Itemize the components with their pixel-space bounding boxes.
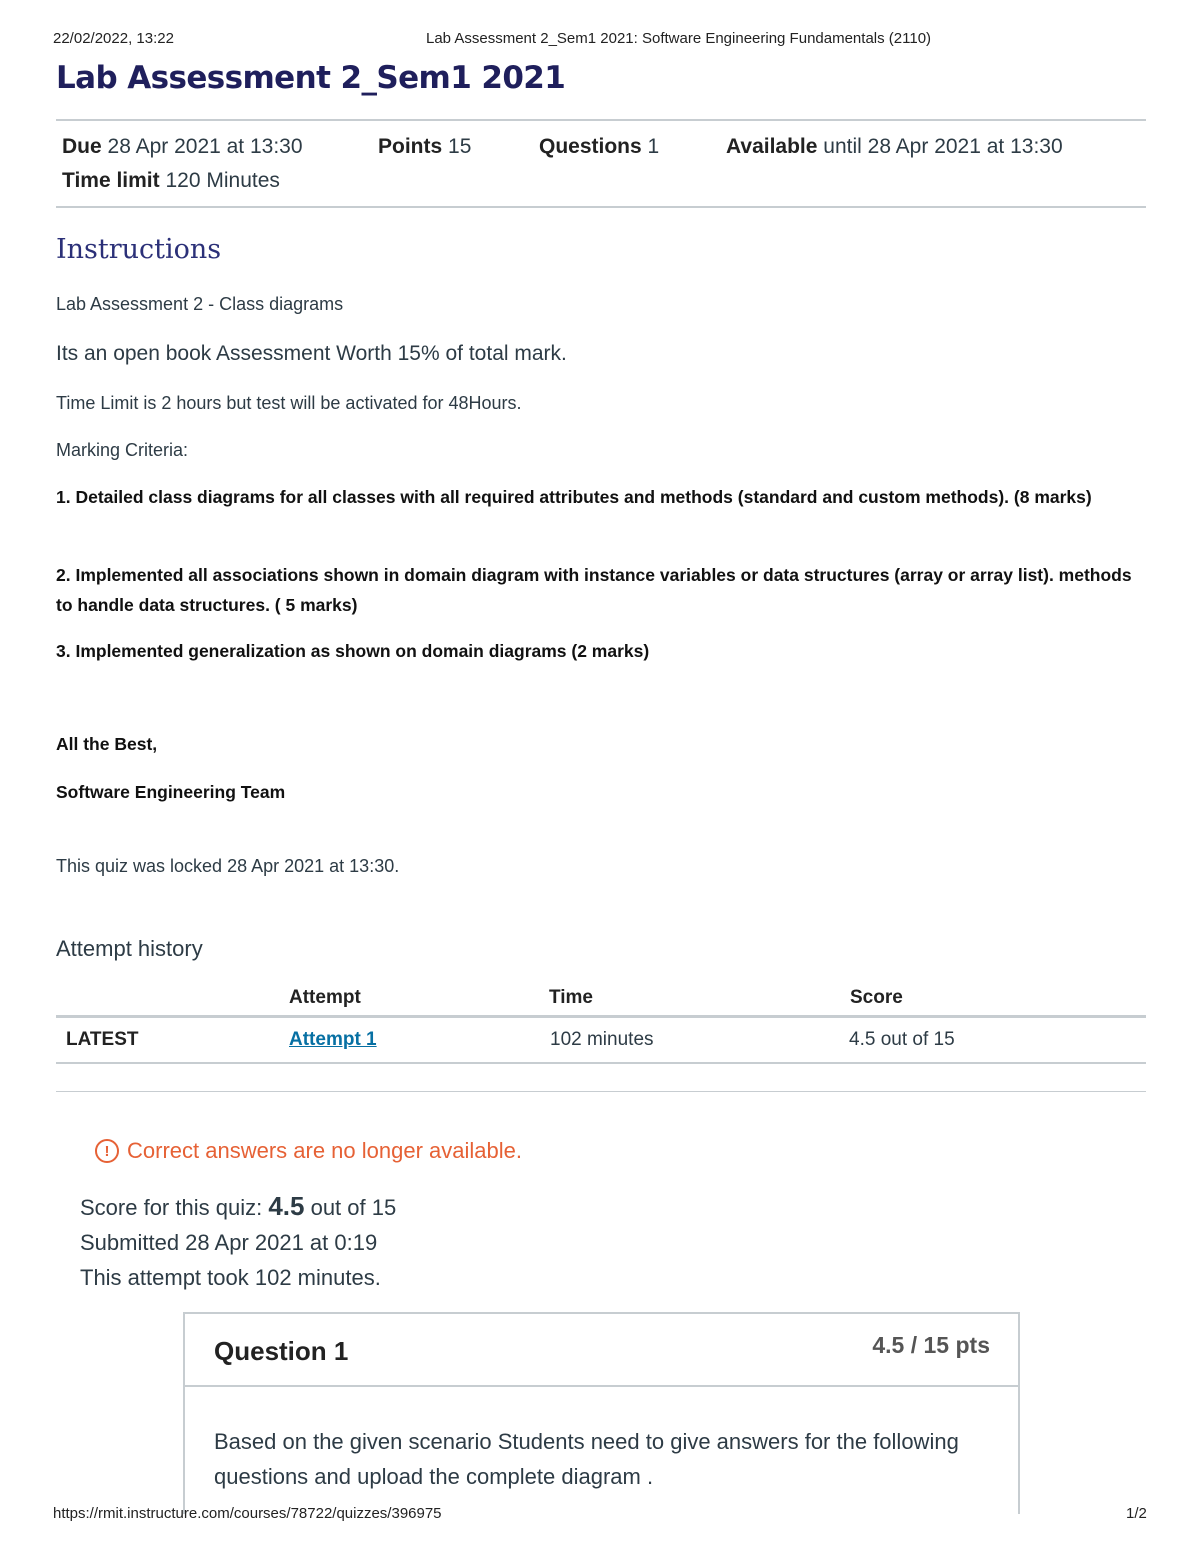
time-limit-label: Time limit [62,169,160,192]
print-datetime: 22/02/2022, 13:22 [53,30,174,47]
warning-icon: ! [95,1139,119,1163]
quiz-title: Lab Assessment 2_Sem1 2021 [56,60,566,96]
column-header-time: Time [549,987,594,1008]
column-header-score: Score [850,987,903,1008]
correct-answers-warning [95,1138,522,1164]
points-value: 15 [448,135,472,158]
table-header-divider [56,1015,1146,1018]
attempt-time: 102 minutes [550,1029,654,1050]
question-title: Question 1 [214,1336,349,1366]
divider [56,206,1146,208]
divider [56,119,1146,121]
instructions-line: Time Limit is 2 hours but test will be activated for 48Hours. [56,393,522,413]
quiz-points [378,135,471,159]
warning-text: Correct answers are no longer available. [127,1138,522,1163]
divider [56,1091,1146,1092]
question-header [185,1314,1018,1387]
submitted-time: Submitted 28 Apr 2021 at 0:19 [80,1230,378,1255]
attempt-history-heading: Attempt history [56,936,203,961]
score-prefix: Score for this quiz: [80,1195,269,1220]
quiz-score [80,1191,396,1222]
marking-criterion: 3. Implemented generalization as shown on domain diagrams (2 marks) [56,641,650,661]
instructions-line: Marking Criteria: [56,440,189,460]
time-limit-value: 120 Minutes [165,169,280,192]
question-text: Based on the given scenario Students need to give answers for the following questions and upload the complete diagram . [214,1429,959,1489]
instructions-heading: Instructions [56,234,222,265]
question-points: 4.5 / 15 pts [872,1332,990,1358]
questions-value: 1 [647,135,660,158]
attempt-link[interactable] [289,1029,377,1051]
quiz-due [62,135,303,159]
attempt-row-label: LATEST [66,1029,139,1050]
instructions-line: Lab Assessment 2 - Class diagrams [56,294,344,314]
lock-notice: This quiz was locked 28 Apr 2021 at 13:30. [56,856,400,876]
attempt-score: 4.5 out of 15 [849,1029,955,1050]
quiz-time-limit [62,169,280,193]
available-value: until 28 Apr 2021 at 13:30 [823,135,1063,158]
quiz-questions [539,135,659,159]
print-footer-url: https://rmit.instructure.com/courses/78722/quizzes/396975 [53,1505,442,1522]
points-label: Points [378,135,443,158]
marking-criterion: 2. Implemented all associations shown in domain diagram with instance variables or data structures (array or array list). methods to handle data structures. ( 5 marks) [56,565,1132,615]
print-page-title: Lab Assessment 2_Sem1 2021: Software Engineering Fundamentals (2110) [426,30,932,47]
instructions-line: Its an open book Assessment Worth 15% of total mark. [56,342,567,365]
score-suffix: out of 15 [304,1195,397,1220]
attempt-duration: This attempt took 102 minutes. [80,1265,381,1290]
score-value: 4.5 [268,1191,305,1221]
due-value: 28 Apr 2021 at 13:30 [107,135,303,158]
signoff-team: Software Engineering Team [56,782,286,802]
quiz-available [726,135,1063,159]
table-row-divider [56,1062,1146,1064]
marking-criterion: 1. Detailed class diagrams for all classes with all required attributes and methods (standard and custom methods). (8 marks) [56,487,1092,507]
column-header-attempt: Attempt [289,987,361,1008]
question-card [183,1312,1020,1514]
signoff-line: All the Best, [56,734,158,754]
available-label: Available [726,135,818,158]
questions-label: Questions [539,135,642,158]
print-footer-page: 1/2 [1126,1505,1147,1522]
attempt-link-text[interactable]: Attempt 1 [289,1029,377,1050]
due-label: Due [62,135,102,158]
